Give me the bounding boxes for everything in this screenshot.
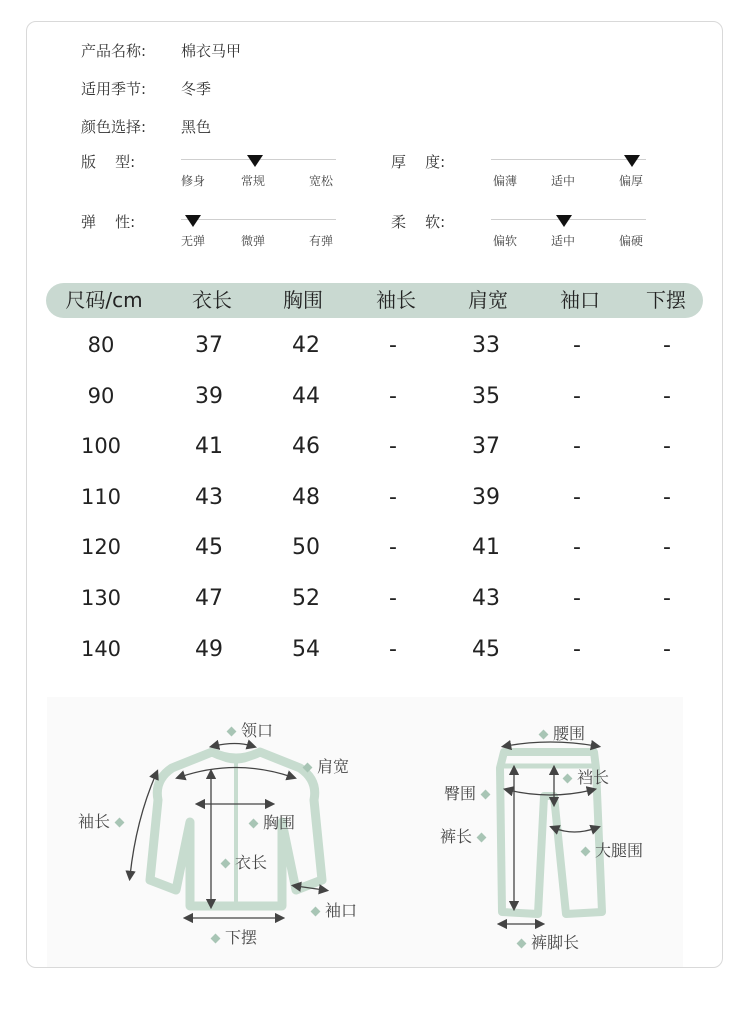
cell-length: 45 bbox=[195, 535, 223, 560]
label-hem bbox=[206, 925, 257, 948]
cell-hem: - bbox=[663, 384, 671, 409]
cell-size: 100 bbox=[80, 434, 122, 458]
cell-length: 41 bbox=[195, 434, 223, 459]
label-waist-text: 腰围 bbox=[553, 724, 586, 743]
label-shoulder bbox=[298, 754, 349, 777]
cell-shoulder: 45 bbox=[472, 637, 500, 662]
cell-chest: 54 bbox=[292, 637, 320, 662]
cell-size: 120 bbox=[80, 535, 122, 559]
cell-chest: 46 bbox=[292, 434, 320, 459]
label-rise bbox=[558, 765, 609, 788]
label-body-length-text: 衣长 bbox=[235, 853, 268, 872]
cell-cuff: - bbox=[573, 333, 581, 358]
cell-cuff: - bbox=[573, 434, 581, 459]
color-label: 颜色选择: bbox=[81, 118, 147, 136]
cell-size: 130 bbox=[80, 586, 122, 610]
header-hem: 下摆 bbox=[646, 288, 686, 312]
cell-sleeve: - bbox=[389, 586, 397, 611]
label-waist bbox=[534, 721, 585, 744]
cell-cuff: - bbox=[573, 637, 581, 662]
label-sleeve-length bbox=[78, 809, 129, 832]
label-rise-text: 裆长 bbox=[577, 768, 610, 787]
product-name-label: 产品名称: bbox=[81, 42, 147, 60]
diamond-icon bbox=[115, 818, 125, 828]
diamond-icon bbox=[477, 833, 487, 843]
cell-shoulder: 39 bbox=[472, 485, 500, 510]
scale-elasticity-label: 弹 性: bbox=[81, 213, 136, 231]
header-chest: 胸围 bbox=[283, 288, 323, 312]
scale-elasticity-opt-1: 无弹 bbox=[181, 234, 206, 248]
cell-shoulder: 33 bbox=[472, 333, 500, 358]
jacket-illustration bbox=[150, 752, 322, 906]
color-value: 黑色 bbox=[181, 118, 212, 136]
label-hip bbox=[444, 781, 495, 804]
scale-thickness-label: 厚 度: bbox=[391, 153, 446, 171]
cell-cuff: - bbox=[573, 485, 581, 510]
scale-fit-opt-2: 常规 bbox=[241, 174, 266, 188]
cell-cuff: - bbox=[573, 535, 581, 560]
cell-hem: - bbox=[663, 586, 671, 611]
cell-length: 49 bbox=[195, 637, 223, 662]
scale-thickness-opt-3: 偏厚 bbox=[619, 174, 644, 188]
cell-cuff: - bbox=[573, 586, 581, 611]
label-pant-length-text: 裤长 bbox=[440, 827, 473, 846]
scale-fit-label: 版 型: bbox=[81, 153, 136, 171]
label-leg-opening-text: 裤脚长 bbox=[531, 933, 580, 952]
season-value: 冬季 bbox=[181, 80, 212, 98]
header-shoulder: 肩宽 bbox=[468, 288, 508, 312]
scale-elasticity-opt-2: 微弹 bbox=[241, 234, 266, 248]
scale-fit-opt-3: 宽松 bbox=[309, 174, 334, 188]
cell-sleeve: - bbox=[389, 535, 397, 560]
diamond-icon bbox=[481, 790, 491, 800]
diamond-icon bbox=[249, 819, 259, 829]
cell-shoulder: 41 bbox=[472, 535, 500, 560]
cell-length: 39 bbox=[195, 384, 223, 409]
cell-size: 90 bbox=[87, 384, 115, 408]
cell-size: 110 bbox=[80, 485, 122, 509]
label-chest bbox=[244, 810, 295, 833]
label-leg-opening bbox=[512, 930, 579, 953]
scale-softness-opt-2: 适中 bbox=[551, 234, 576, 248]
label-hem-text: 下摆 bbox=[225, 928, 258, 947]
scale-softness-opt-1: 偏软 bbox=[493, 234, 518, 248]
diamond-icon bbox=[311, 907, 321, 917]
cell-shoulder: 35 bbox=[472, 384, 500, 409]
product-name-value: 棉衣马甲 bbox=[181, 42, 242, 60]
diamond-icon bbox=[221, 859, 231, 869]
cell-chest: 44 bbox=[292, 384, 320, 409]
cell-sleeve: - bbox=[389, 384, 397, 409]
label-hip-text: 臀围 bbox=[444, 784, 477, 803]
cell-size: 140 bbox=[80, 637, 122, 661]
season-label: 适用季节: bbox=[81, 80, 147, 98]
scale-fit-opt-1: 修身 bbox=[181, 174, 206, 188]
diamond-icon bbox=[303, 763, 313, 773]
label-shoulder-text: 肩宽 bbox=[317, 757, 350, 776]
header-cuff: 袖口 bbox=[560, 288, 600, 312]
header-sleeve: 袖长 bbox=[376, 288, 416, 312]
cell-length: 43 bbox=[195, 485, 223, 510]
diamond-icon bbox=[227, 727, 237, 737]
cell-chest: 50 bbox=[292, 535, 320, 560]
header-length: 衣长 bbox=[192, 288, 232, 312]
diamond-icon bbox=[539, 730, 549, 740]
scale-thickness-opt-2: 适中 bbox=[551, 174, 576, 188]
label-chest-text: 胸围 bbox=[263, 813, 296, 832]
cell-hem: - bbox=[663, 333, 671, 358]
cell-cuff: - bbox=[573, 384, 581, 409]
cell-sleeve: - bbox=[389, 333, 397, 358]
cell-length: 37 bbox=[195, 333, 223, 358]
cell-shoulder: 37 bbox=[472, 434, 500, 459]
cell-hem: - bbox=[663, 434, 671, 459]
cell-length: 47 bbox=[195, 586, 223, 611]
cell-hem: - bbox=[663, 535, 671, 560]
diamond-icon bbox=[581, 847, 591, 857]
scale-thickness-opt-1: 偏薄 bbox=[493, 174, 518, 188]
diamond-icon bbox=[211, 934, 221, 944]
diamond-icon bbox=[517, 939, 527, 949]
cell-sleeve: - bbox=[389, 485, 397, 510]
label-thigh-text: 大腿围 bbox=[595, 841, 644, 860]
label-collar-text: 领口 bbox=[241, 721, 274, 740]
scale-elasticity-opt-3: 有弹 bbox=[309, 234, 334, 248]
cell-shoulder: 43 bbox=[472, 586, 500, 611]
label-cuff bbox=[306, 898, 357, 921]
label-pant-length bbox=[440, 824, 491, 847]
diamond-icon bbox=[563, 774, 573, 784]
cell-sleeve: - bbox=[389, 637, 397, 662]
cell-chest: 42 bbox=[292, 333, 320, 358]
label-thigh bbox=[576, 838, 643, 861]
label-cuff-text: 袖口 bbox=[325, 901, 358, 920]
cell-sleeve: - bbox=[389, 434, 397, 459]
label-sleeve-length-text: 袖长 bbox=[78, 812, 111, 831]
header-size: 尺码/cm bbox=[65, 288, 143, 312]
cell-size: 80 bbox=[87, 333, 115, 357]
scale-softness-opt-3: 偏硬 bbox=[619, 234, 644, 248]
cell-hem: - bbox=[663, 485, 671, 510]
label-collar bbox=[222, 718, 273, 741]
cell-chest: 52 bbox=[292, 586, 320, 611]
cell-hem: - bbox=[663, 637, 671, 662]
label-body-length bbox=[216, 850, 267, 873]
scale-softness-label: 柔 软: bbox=[391, 213, 446, 231]
cell-chest: 48 bbox=[292, 485, 320, 510]
